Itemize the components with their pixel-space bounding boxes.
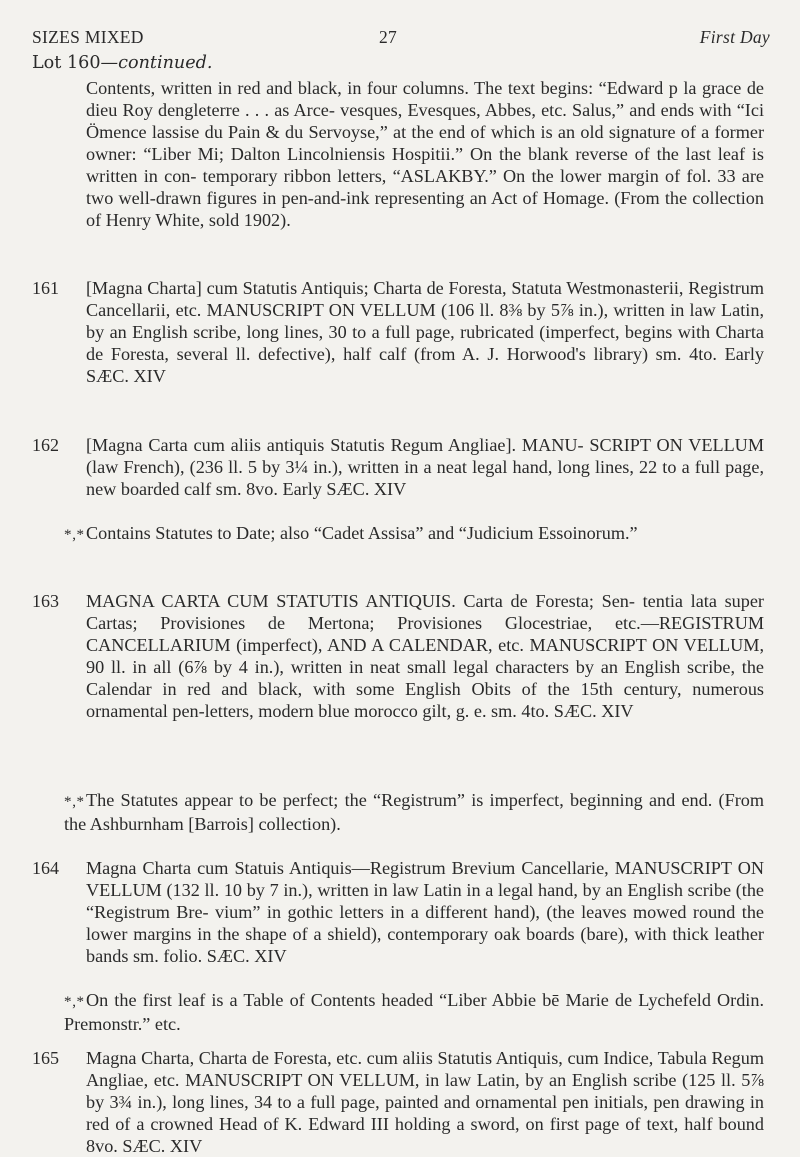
lot-number: 164 [32,858,59,878]
lot-number: 161 [32,278,59,298]
lot-number: 162 [32,435,59,455]
lot-note [64,789,764,835]
lot-description: Magna Charta, Charta de Foresta, etc. cum aliis Statutis Antiquis, cum Indice, Tabula Regum Angliae, etc. MANUSCRIPT ON VELLUM, in law Latin, by an English scribe (125 ll. 5⅞ by 3¾ in.), long lines, 34 to a full page, painted and ornamental pen initials, pen drawing in red of a crowned Head of K. Edward III holding a sword, on first page of text, half bound 8vo. SÆC. XIV [86,1048,764,1156]
lot-label: Lot 160 [32,53,101,73]
running-header [32,26,770,50]
lot-number: 163 [32,591,59,611]
note-text: On the first leaf is a Table of Contents headed “Liber Abbie bē Marie de Lychefeld Ordin. Premonstr.” etc. [64,990,764,1034]
note-text: The Statutes appear to be perfect; the “Registrum” is imperfect, beginning and end. (From the Ashburnham [Barrois] collection). [64,790,764,834]
lot-note [64,989,764,1035]
page-number: 27 [379,27,398,47]
lot-note [64,522,764,546]
lot-160-description: Contents, written in red and black, in four columns. The text begins: “Edward p la grace de dieu Roy dengleterre . . . as Arce- vesques, Evesques, Abbes, etc. Salus,” and ends with “Ici Ömence lassise du Pain & du Servoyse,” at the end of which is an old signature of a former owner: “Liber Mi; Dalton Lincolniensis Hospitii.” On the blank reverse of the last leaf is written in con- temporary ribbon letters, “ASLAKBY.” On the lower margin of fol. 33 are two well-drawn figures in pen-and-ink representing an Act of Homage. (From the collection of Henry White, sold 1902). [86,78,764,230]
lot-heading [32,52,213,74]
day-label: First Day [699,27,770,47]
lot-number: 165 [32,1048,59,1068]
note-marker: *‚* [64,994,84,1010]
lot-description: Magna Charta cum Statuis Antiquis—Registrum Brevium Cancellarie, MANUSCRIPT ON VELLUM (132 ll. 10 by 7 in.), written in law Latin in a legal hand, by an English scribe (the “Registrum Bre- vium” in gothic letters in a different hand), (the leaves mowed round the lower margins in the shape of a shield), contemporary oak boards (bare), with thick leather bands sm. folio. SÆC. XIV [86,858,764,966]
lot-continued: —continued. [100,53,213,73]
note-marker: *‚* [64,794,84,810]
lot-description: [Magna Charta] cum Statutis Antiquis; Charta de Foresta, Statuta Westmonasterii, Registrum Cancellarii, etc. MANUSCRIPT ON VELLUM (106 ll. 8⅜ by 5⅞ in.), written in law Latin, by an English scribe, long lines, 30 to a full page, rubricated (imperfect, begins with Charta de Foresta, several ll. defective), half calf (from A. J. Horwood's library) sm. 4to. Early SÆC. XIV [86,278,764,386]
section-title: SIZES MIXED [32,27,144,47]
note-text: Contains Statutes to Date; also “Cadet Assisa” and “Judicium Essoinorum.” [86,523,638,543]
lot-description: [Magna Carta cum aliis antiquis Statutis Regum Angliae]. MANU- SCRIPT ON VELLUM (law French), (236 ll. 5 by 3¼ in.), written in a neat legal hand, long lines, 22 to a full page, new boarded calf sm. 8vo. Early SÆC. XIV [86,435,764,499]
note-marker: *‚* [64,527,84,543]
lot-description: MAGNA CARTA CUM STATUTIS ANTIQUIS. Carta de Foresta; Sen- tentia lata super Cartas; Provisiones de Mertona; Provisiones Glocestriae, etc.—REGISTRUM CANCELLARIUM (imperfect), AND A CALENDAR, etc. MANUSCRIPT ON VELLUM, 90 ll. in all (6⅞ by 4 in.), written in neat small legal characters by an English scribe, the Calendar in red and black, with some English Obits of the 15th century, numerous ornamental pen-letters, modern blue morocco gilt, g. e. sm. 4to. SÆC. XIV [86,591,764,721]
